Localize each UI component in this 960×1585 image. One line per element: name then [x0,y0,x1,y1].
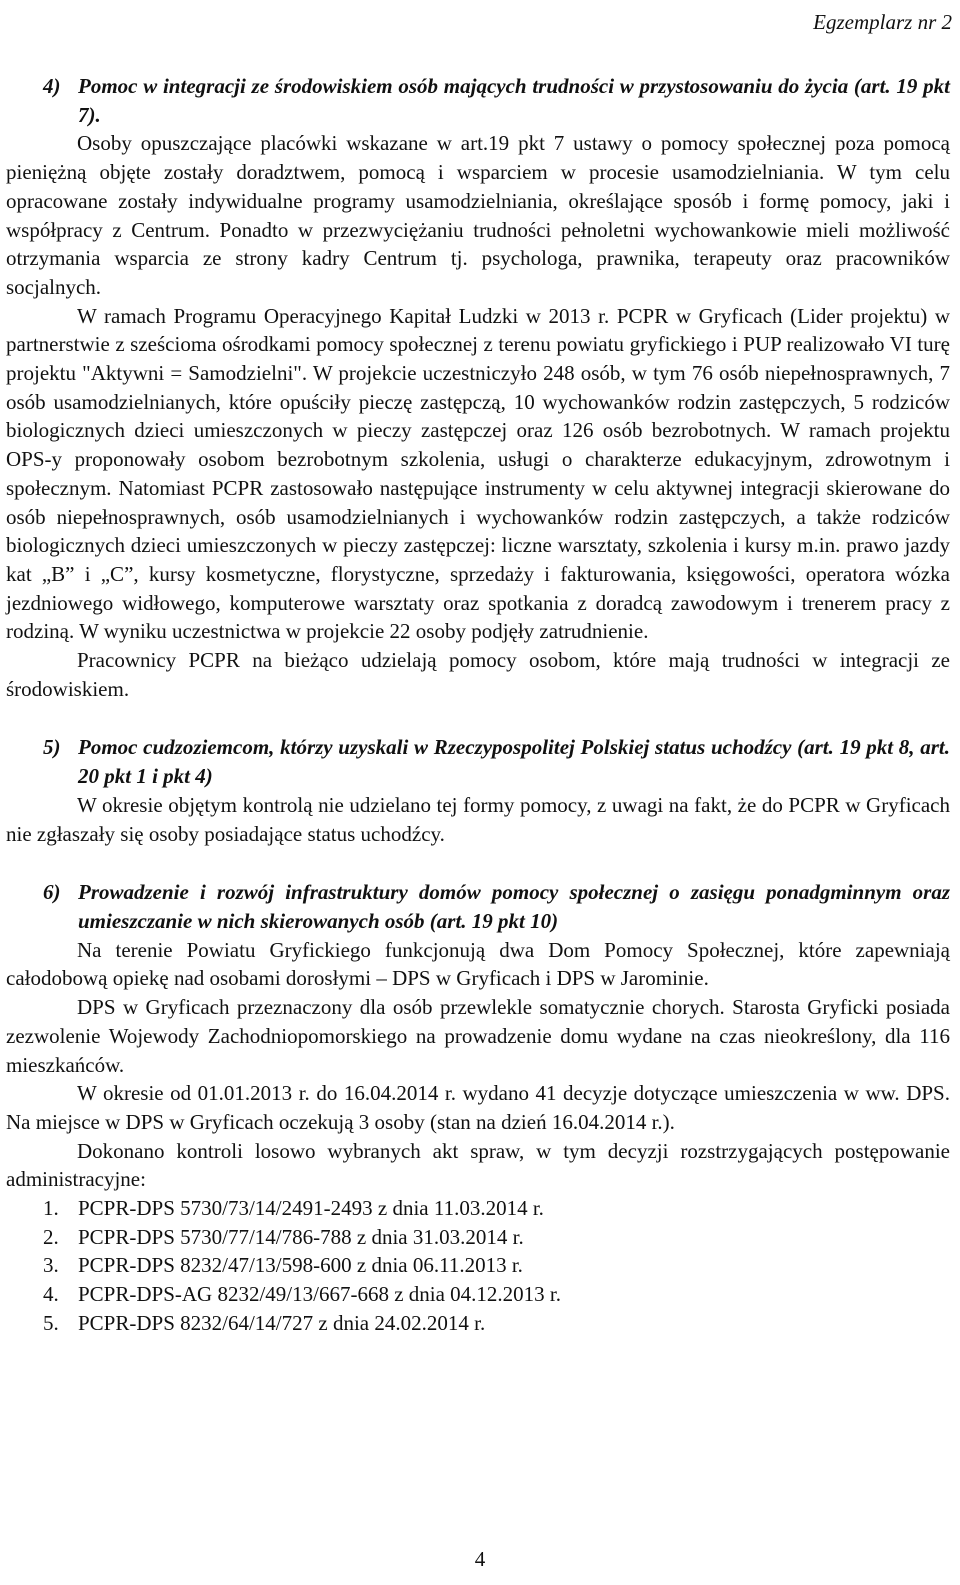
section-number: 4) [43,74,61,98]
section-number: 6) [43,880,61,905]
paragraph: Osoby opuszczające placówki wskazane w art.19 pkt 7 ustawy o pomocy społecznej poza pomocą pieniężną objęte zostały doradztwem, pomocą i wsparciem w procesie usamodzielniania. W tym celu opracowane zostały indywidualne programy usamodzielniania, określające sposób i formę pomocy, jaki i współpracy z Centrum. Ponadto w przezwyciężaniu trudności pełnoletni wychowankowie mieli możliwość otrzymania wsparcia ze strony kadry Centrum tj. psychologa, prawnika, terapeuty oraz pracowników socjalnych. [6,131,950,299]
document-body [6,72,950,1338]
list-item: 5. PCPR-DPS 8232/64/14/727 z dnia 24.02.2014 r. [43,1310,486,1335]
section-4-heading [41,72,950,129]
list-item: 4. PCPR-DPS-AG 8232/49/13/667-668 z dnia 04.12.2013 r. [43,1282,562,1307]
copy-label: Egzemplarz nr 2 [813,10,952,34]
case-list [6,1194,950,1338]
list-item: 1. PCPR-DPS 5730/73/14/2491-2493 z dnia 11.03.2014 r. [43,1196,544,1221]
section-5-heading [41,733,950,790]
paragraph: Pracownicy PCPR na bieżąco udzielają pomocy osobom, które mają trudności w integracji ze środowiskiem. [6,648,950,701]
paragraph: W ramach Programu Operacyjnego Kapitał Ludzki w 2013 r. PCPR w Gryficach (Lider projektu) w partnerstwie z sześcioma ośrodkami pomocy społecznej z terenu powiatu gryfickiego i PUP realizowało VI turę projektu "Aktywni = Samodzielni". W projekcie uczestniczyło 248 osób, w tym 76 osób niepełnosprawnych, 7 osób usamodzielnianych, które opuściły pieczę zastępczą, 10 wychowanków rodzin zastępczych, 5 rodziców biologicznych dzieci umieszczonych w pieczy zastępczej oraz 126 osób bezrobotnych. W ramach projektu OPS-y proponowały osobom bezrobotnym szkolenia, usługi o charakterze edukacyjnym, zdrowotnym i społecznym. Natomiast PCPR zastosowało następujące instrumenty w celu aktywnej integracji skierowane do osób niepełnosprawnych, osób usamodzielnianych i wychowanków rodzin zastępczych, a także rodziców biologicznych dzieci umieszczonych w pieczy zastępczej: liczne warsztaty, szkolenia i kursy m.in. prawo jazdy kat „B” i „C”, kursy kosmetyczne, florystyczne, sprzedaży i fakturowania, księgowości, operatora wózka jezdniowego widłowego, komputerowe warsztaty oraz spotkania z doradcą zawodowym i trenerem pracy z rodziną. W wyniku uczestnictwa w projekcie 22 osoby podjęły zatrudnienie. [6,303,950,644]
section-title: Pomoc cudzoziemcom, którzy uzyskali w Rzeczypospolitej Polskiej status uchodźcy (art. 19 pkt 8, art. 20 pkt 1 i pkt 4) [78,735,950,789]
section-title: Prowadzenie i rozwój infrastruktury domów pomocy społecznej o zasięgu ponadgminnym oraz umieszczanie w nich skierowanych osób (art. 19 pkt 10) [78,880,950,933]
paragraph: W okresie objętym kontrolą nie udzielano tej formy pomocy, z uwagi na fakt, że do PCPR w Gryficach nie zgłaszały się osoby posiadające status uchodźcy. [6,792,950,846]
paragraph: Na terenie Powiatu Gryfickiego funkcjonują dwa Dom Pomocy Społecznej, które zapewniają całodobową opiekę nad osobami dorosłymi – DPS w Gryficach i DPS w Jarominie. [6,937,950,991]
section-title: Pomoc w integracji ze środowiskiem osób mających trudności w przystosowaniu do życia (art. 19 pkt 7). [78,74,950,127]
paragraph: Dokonano kontroli losowo wybranych akt spraw, w tym decyzji rozstrzygających postępowanie administracyjne: [6,1138,950,1192]
paragraph: W okresie od 01.01.2013 r. do 16.04.2014 r. wydano 41 decyzje dotyczące umieszczenia w ww. DPS. Na miejsce w DPS w Gryficach oczekują 3 osoby (stan na dzień 16.04.2014 r.). [6,1081,950,1134]
page-number: 4 [474,1547,486,1571]
list-item: 2. PCPR-DPS 5730/77/14/786-788 z dnia 31.03.2014 r. [43,1224,524,1249]
section-6-heading [41,878,950,935]
paragraph: DPS w Gryficach przeznaczony dla osób przewlekle somatycznie chorych. Starosta Gryficki posiada zezwolenie Wojewody Zachodniopomorskiego na prowadzenie domu wydane na czas nieokreślony, dla 116 mieszkańców. [6,995,950,1077]
section-number: 5) [43,735,61,760]
list-item: 3. PCPR-DPS 8232/47/13/598-600 z dnia 06.11.2013 r. [43,1253,523,1278]
